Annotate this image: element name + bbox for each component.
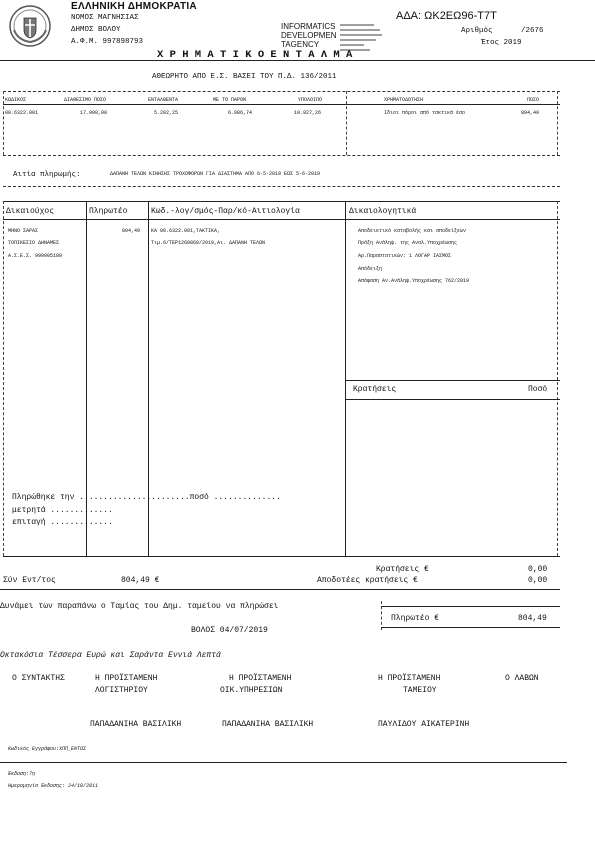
year-label: Έτος 2019	[481, 39, 522, 47]
beneficiary-afm: Α.Σ.Ε.Σ. 999905189	[8, 253, 63, 259]
stamp-line: INFORMATICS	[281, 22, 336, 31]
payable-total-value: 804,49	[518, 614, 547, 623]
budget-available: 17.000,00	[80, 110, 108, 116]
budget-header-funding: ΧΡΗΜΑΤΟΔΟΤΗΣΗ	[384, 97, 424, 103]
form-version-date: Ημερομηνία Έκδοσης: 24/10/2011	[8, 783, 99, 789]
beneficiary-org: ΤΟΠΙΚΕΣΙΟ ΔΗΝΑΜΕΣ	[8, 240, 60, 246]
signature-department: ΛΟΓΙΣΤΗΡΙΟΥ	[95, 686, 148, 695]
signature-role: Ο ΛΑΒΩΝ	[505, 674, 539, 683]
budget-committed: 5.282,25	[154, 110, 179, 116]
description-line: Τιμ.6/ΤΕΡ1260860/2019,Αι. ΔΑΠΑΝΗ ΤΕΛΩΝ	[151, 240, 266, 246]
signature-department: ΟΙΚ.ΥΠΗΡΕΣΙΩΝ	[220, 686, 283, 695]
signature-role: Ο ΣΥΝΤΑΚΤΗΣ	[12, 674, 65, 683]
budget-funding: Ιδιοι πόροι από τακτικά έσο	[384, 110, 466, 116]
document-line: Απόφαση Αν.Ανάληψ.Υποχρέωσης 762/2019	[358, 278, 470, 284]
number-value: /2676	[521, 27, 544, 35]
stamp-line: DEVELOPMEN	[281, 31, 337, 40]
coat-of-arms-icon	[8, 4, 52, 48]
coat-of-arms	[8, 4, 52, 48]
budget-code: 00.6322.001	[5, 110, 39, 116]
document-line: Απόδειξη	[358, 266, 383, 272]
budget-amount: 804,49	[521, 110, 540, 116]
afm-label: Α.Φ.Μ. 997898793	[71, 38, 144, 46]
stamp-block	[281, 22, 337, 49]
sum-value: 804,49 €	[121, 576, 160, 585]
description-line: ΚΑ 00.6322.001,ΤΑΚΤΙΚΑ,	[151, 228, 221, 234]
deductions-amount-heading: Ποσό	[528, 385, 548, 394]
deductions-total-label: Κρατήσεις €	[376, 565, 429, 574]
document-line: Αποδεικτικό καταβολής και αποδείξεων	[358, 228, 467, 234]
payable-total-label: Πληρωτέο €	[391, 614, 440, 623]
paid-on-line: Πληρώθηκε την .......................ποσό ..............	[12, 493, 281, 502]
payable-amount: 804,49	[122, 228, 141, 234]
paid-cheque-line: επιταγή .............	[12, 518, 113, 527]
payee-deductions-value: 0,00	[528, 576, 548, 585]
beneficiary-name: ΜΗΝΟ ΣΑΡΑΣ	[8, 228, 39, 234]
payee-deductions-label: Αποδοτέες κρατήσεις €	[317, 576, 418, 585]
budget-header-code: ΚΩΔΙΚΟΣ	[5, 97, 27, 103]
column-code-description: Κωδ.-λογ/σμός-Παρ/κό-Αιτιολογία	[151, 207, 300, 216]
column-documents: Δικαιολογητικά	[349, 207, 417, 216]
deductions-heading: Κρατήσεις	[353, 385, 397, 394]
signature-role: Η ΠΡΟΪΣΤΑΜΕΝΗ	[229, 674, 292, 683]
form-code: Κωδικός Εγγράφου:ΧΠΠ_ΕΝΤΟΣ	[8, 746, 87, 752]
form-version: Έκδοση:7η	[8, 771, 36, 777]
budget-current: 6.086,74	[228, 110, 253, 116]
signature-role: Η ΠΡΟΪΣΤΑΜΕΝΗ	[95, 674, 158, 683]
budget-header-current: ΜΕ ΤΟ ΠΑΡΟΝ	[213, 97, 247, 103]
payment-reason-label: Αιτία πληρωμής:	[13, 171, 81, 179]
document-title: Χ Ρ Η Μ Α Τ Ι Κ Ο Ε Ν Τ Α Λ Μ Α	[157, 49, 353, 61]
payment-reason-text: ΔΑΠΑΝΗ ΤΕΛΩΝ ΚΙΝΗΣΗΣ ΤΡΟΧΟΦΟΡΩΝ ΓΙΑ ΔΙΑΣΤΗΜΑ ΑΠΟ 6-5-2019 ΕΩΣ 5-6-2019	[110, 171, 321, 177]
document-subtitle: ΑΘΕΩΡΗΤΟ ΑΠΟ Ε.Σ. ΒΑΣΕΙ ΤΟΥ Π.Δ. 136/2011	[152, 73, 337, 81]
signature-name: ΠΑΥΛΙΔΟΥ ΑΙΚΑΤΕΡΙΝΗ	[378, 720, 470, 729]
signature-name: ΠΑΠΑΔΑΝΙΗΑ ΒΑΣΙΛΙΚΗ	[222, 720, 314, 729]
deductions-total-value: 0,00	[528, 565, 548, 574]
number-label: Αριθμός	[461, 27, 493, 35]
signature-role: Η ΠΡΟΪΣΤΑΜΕΝΗ	[378, 674, 441, 683]
signature-name: ΠΑΠΑΔΑΝΙΗΑ ΒΑΣΙΛΙΚΗ	[90, 720, 182, 729]
document-line: Αρ.Παραστατικών: 1 ΛΟΓΑΡ ΙΑΣΜΟΣ	[358, 253, 452, 259]
budget-remaining: 10.927,26	[294, 110, 322, 116]
column-beneficiary: Δικαιούχος	[6, 207, 55, 216]
municipality-label: ΔΗΜΟΣ ΒΟΛΟΥ	[71, 26, 121, 34]
republic-heading: ΕΛΛΗΝΙΚΗ ΔΗΜΟΚΡΑΤΙΑ	[71, 1, 197, 12]
column-payable: Πληρωτέο	[89, 207, 128, 216]
sum-label: Σύν Εντ/τος	[3, 576, 56, 585]
amount-in-words: Οκτακόσια Τέσσερα Ευρώ και Σαράντα Εννιά Λεπτά	[0, 651, 221, 660]
budget-header-remaining: ΥΠΟΛΟΙΠΟ	[298, 97, 323, 103]
document-line: Πράξη Ανάληψ. της Αναλ.Υποχρέωσης	[358, 240, 458, 246]
prefecture-label: ΝΟΜΟΣ ΜΑΓΝΗΣΙΑΣ	[71, 14, 139, 22]
payment-order-text: Δυνάμει των παραπάνω ο Ταμίας του Δημ. ταμείου να πληρώσει	[0, 602, 279, 611]
budget-header-available: ΔΙΑΘΕΣΙΜΟ ΠΟΣΟ	[64, 97, 107, 103]
stamp-line: TAGENCY	[281, 40, 320, 49]
paid-cash-line: μετρητά .............	[12, 506, 113, 515]
place-date: ΒΟΛΟΣ 04/07/2019	[191, 626, 268, 635]
signature-department: ΤΑΜΕΙΟΥ	[403, 686, 437, 695]
budget-header-committed: ΕΝΤΑΛΘΕΝΤΑ	[148, 97, 179, 103]
budget-header-amount: ΠΟΣΟ	[527, 97, 540, 103]
ada-code: ΑΔΑ: ΩΚ2ΕΩ96-Τ7Τ	[396, 10, 497, 22]
